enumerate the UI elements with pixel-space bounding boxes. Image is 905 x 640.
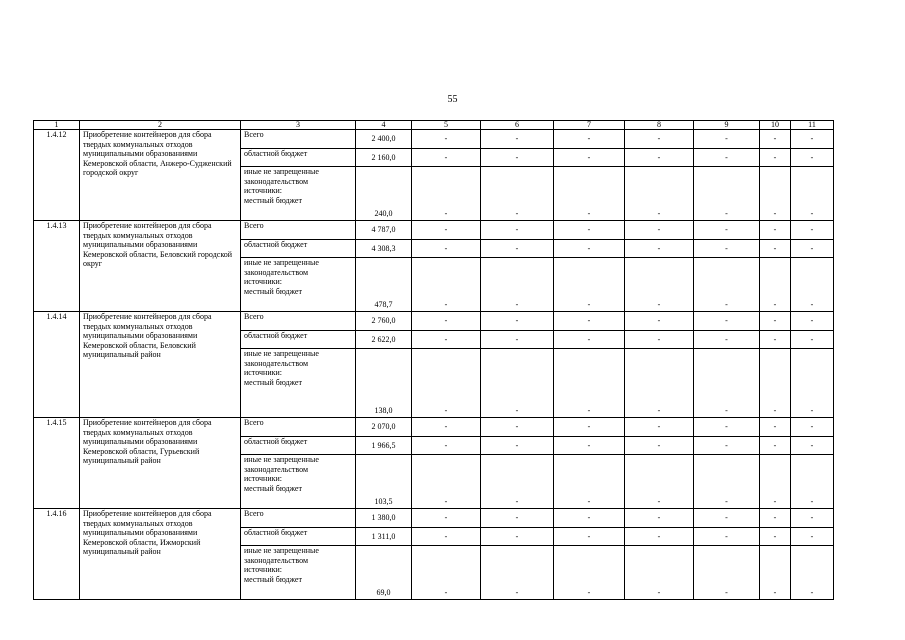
- empty-dash: -: [625, 418, 694, 437]
- item-name: Приобретение контейнеров для сбора твердых коммунальных отходов муниципальными образованиями Кемеровской области, Гурьевский муниципальный район: [80, 418, 241, 509]
- empty-dash: -: [412, 221, 481, 240]
- empty-dash: -: [412, 149, 481, 167]
- empty-dash: -: [760, 167, 791, 221]
- item-code: 1.4.13: [34, 221, 80, 312]
- empty-dash: -: [554, 331, 625, 349]
- empty-dash: -: [554, 258, 625, 312]
- item-code: 1.4.14: [34, 312, 80, 418]
- amount-value: 478,7: [356, 258, 412, 312]
- table-row: [34, 130, 834, 149]
- funding-source: [241, 349, 356, 418]
- empty-dash: -: [625, 130, 694, 149]
- empty-dash: -: [791, 528, 834, 546]
- empty-dash: -: [694, 455, 760, 509]
- column-number-row: [34, 121, 834, 130]
- funding-source: областной бюджет: [241, 331, 356, 349]
- amount-value: 1 380,0: [356, 509, 412, 528]
- funding-source: областной бюджет: [241, 149, 356, 167]
- empty-dash: -: [791, 258, 834, 312]
- empty-dash: -: [554, 509, 625, 528]
- empty-dash: -: [694, 167, 760, 221]
- empty-dash: -: [625, 258, 694, 312]
- funding-source: [241, 455, 356, 509]
- empty-dash: -: [412, 130, 481, 149]
- empty-dash: -: [412, 437, 481, 455]
- table-row: [34, 312, 834, 331]
- empty-dash: -: [554, 546, 625, 600]
- empty-dash: -: [791, 455, 834, 509]
- empty-dash: -: [694, 546, 760, 600]
- empty-dash: -: [554, 130, 625, 149]
- empty-dash: -: [760, 455, 791, 509]
- funding-source-line: источники:: [244, 186, 282, 196]
- funding-source: Всего: [241, 509, 356, 528]
- column-number: 9: [694, 121, 760, 130]
- funding-source-line: иные не запрещенные: [244, 258, 319, 267]
- column-number: 7: [554, 121, 625, 130]
- empty-dash: -: [554, 221, 625, 240]
- funding-source-line: местный бюджет: [244, 286, 302, 296]
- empty-dash: -: [625, 331, 694, 349]
- empty-dash: -: [481, 455, 554, 509]
- empty-dash: -: [791, 331, 834, 349]
- table-row: [34, 221, 834, 240]
- empty-dash: -: [412, 509, 481, 528]
- amount-value: 240,0: [356, 167, 412, 221]
- empty-dash: -: [694, 312, 760, 331]
- amount-value: 4 787,0: [356, 221, 412, 240]
- page-number: 55: [447, 94, 458, 105]
- funding-source-line: законодательством: [244, 358, 309, 368]
- empty-dash: -: [481, 130, 554, 149]
- column-number: 4: [356, 121, 412, 130]
- empty-dash: -: [625, 240, 694, 258]
- empty-dash: -: [625, 455, 694, 509]
- empty-dash: -: [694, 509, 760, 528]
- amount-value: 69,0: [356, 546, 412, 600]
- empty-dash: -: [554, 312, 625, 331]
- column-number: 5: [412, 121, 481, 130]
- empty-dash: -: [760, 349, 791, 418]
- item-name: Приобретение контейнеров для сбора твердых коммунальных отходов муниципальными образованиями Кемеровской области, Анжеро-Судженский городской округ: [80, 130, 241, 221]
- empty-dash: -: [625, 312, 694, 331]
- empty-dash: -: [481, 509, 554, 528]
- funding-source: Всего: [241, 221, 356, 240]
- empty-dash: -: [791, 418, 834, 437]
- funding-source-line: источники:: [244, 277, 282, 287]
- funding-source: [241, 167, 356, 221]
- empty-dash: -: [760, 312, 791, 331]
- empty-dash: -: [554, 167, 625, 221]
- empty-dash: -: [791, 167, 834, 221]
- empty-dash: -: [791, 130, 834, 149]
- funding-source-line: местный бюджет: [244, 483, 302, 493]
- funding-source: [241, 258, 356, 312]
- item-name: Приобретение контейнеров для сбора твердых коммунальных отходов муниципальными образованиями Кемеровской области, Ижморский муниципальный район: [80, 509, 241, 600]
- empty-dash: -: [412, 258, 481, 312]
- empty-dash: -: [760, 130, 791, 149]
- funding-source-line: законодательством: [244, 464, 309, 474]
- empty-dash: -: [554, 437, 625, 455]
- funding-source: [241, 546, 356, 600]
- amount-value: 138,0: [356, 349, 412, 418]
- empty-dash: -: [481, 437, 554, 455]
- empty-dash: -: [791, 149, 834, 167]
- empty-dash: -: [791, 221, 834, 240]
- amount-value: 1 311,0: [356, 528, 412, 546]
- empty-dash: -: [412, 240, 481, 258]
- column-number: 2: [80, 121, 241, 130]
- empty-dash: -: [791, 546, 834, 600]
- amount-value: 2 400,0: [356, 130, 412, 149]
- empty-dash: -: [760, 546, 791, 600]
- empty-dash: -: [412, 455, 481, 509]
- column-number: 3: [241, 121, 356, 130]
- empty-dash: -: [554, 240, 625, 258]
- empty-dash: -: [554, 149, 625, 167]
- empty-dash: -: [694, 437, 760, 455]
- empty-dash: -: [481, 331, 554, 349]
- funding-source-line: законодательством: [244, 555, 309, 565]
- empty-dash: -: [625, 221, 694, 240]
- empty-dash: -: [791, 312, 834, 331]
- empty-dash: -: [694, 240, 760, 258]
- empty-dash: -: [791, 240, 834, 258]
- item-code: 1.4.12: [34, 130, 80, 221]
- empty-dash: -: [791, 509, 834, 528]
- item-code: 1.4.16: [34, 509, 80, 600]
- empty-dash: -: [625, 509, 694, 528]
- empty-dash: -: [412, 528, 481, 546]
- empty-dash: -: [481, 258, 554, 312]
- amount-value: 103,5: [356, 455, 412, 509]
- funding-source-line: источники:: [244, 565, 282, 575]
- funding-source: областной бюджет: [241, 240, 356, 258]
- empty-dash: -: [694, 349, 760, 418]
- empty-dash: -: [412, 312, 481, 331]
- table-row: [34, 509, 834, 528]
- empty-dash: -: [412, 167, 481, 221]
- empty-dash: -: [791, 349, 834, 418]
- empty-dash: -: [481, 149, 554, 167]
- amount-value: 1 966,5: [356, 437, 412, 455]
- empty-dash: -: [760, 418, 791, 437]
- empty-dash: -: [694, 528, 760, 546]
- funding-source: Всего: [241, 130, 356, 149]
- empty-dash: -: [554, 528, 625, 546]
- funding-source-line: законодательством: [244, 267, 309, 277]
- empty-dash: -: [481, 312, 554, 331]
- empty-dash: -: [481, 221, 554, 240]
- empty-dash: -: [760, 509, 791, 528]
- empty-dash: -: [481, 418, 554, 437]
- funding-source-line: иные не запрещенные: [244, 455, 319, 464]
- funding-source-line: местный бюджет: [244, 574, 302, 584]
- empty-dash: -: [625, 546, 694, 600]
- empty-dash: -: [760, 258, 791, 312]
- column-number: 6: [481, 121, 554, 130]
- empty-dash: -: [554, 349, 625, 418]
- empty-dash: -: [481, 240, 554, 258]
- empty-dash: -: [760, 437, 791, 455]
- empty-dash: -: [412, 418, 481, 437]
- amount-value: 2 622,0: [356, 331, 412, 349]
- empty-dash: -: [481, 349, 554, 418]
- funding-source-line: местный бюджет: [244, 377, 302, 387]
- empty-dash: -: [412, 546, 481, 600]
- empty-dash: -: [625, 149, 694, 167]
- amount-value: 2 070,0: [356, 418, 412, 437]
- empty-dash: -: [760, 331, 791, 349]
- amount-value: 2 760,0: [356, 312, 412, 331]
- empty-dash: -: [625, 167, 694, 221]
- empty-dash: -: [625, 349, 694, 418]
- empty-dash: -: [694, 418, 760, 437]
- funding-source: Всего: [241, 312, 356, 331]
- empty-dash: -: [412, 331, 481, 349]
- table-row: [34, 418, 834, 437]
- empty-dash: -: [694, 258, 760, 312]
- item-name: Приобретение контейнеров для сбора твердых коммунальных отходов муниципальными образованиями Кемеровской области, Беловский городской округ: [80, 221, 241, 312]
- funding-source: областной бюджет: [241, 528, 356, 546]
- empty-dash: -: [760, 149, 791, 167]
- column-number: 1: [34, 121, 80, 130]
- empty-dash: -: [694, 149, 760, 167]
- empty-dash: -: [625, 437, 694, 455]
- column-number: 10: [760, 121, 791, 130]
- column-number: 8: [625, 121, 694, 130]
- funding-source: областной бюджет: [241, 437, 356, 455]
- funding-source-line: иные не запрещенные: [244, 349, 319, 358]
- amount-value: 4 308,3: [356, 240, 412, 258]
- empty-dash: -: [694, 130, 760, 149]
- funding-source-line: источники:: [244, 368, 282, 378]
- empty-dash: -: [694, 331, 760, 349]
- funding-source-line: законодательством: [244, 176, 309, 186]
- column-number: 11: [791, 121, 834, 130]
- funding-source-line: местный бюджет: [244, 195, 302, 205]
- funding-source-line: иные не запрещенные: [244, 167, 319, 176]
- funding-source: Всего: [241, 418, 356, 437]
- item-name: Приобретение контейнеров для сбора твердых коммунальных отходов муниципальными образованиями Кемеровской области, Беловский муниципальный район: [80, 312, 241, 418]
- funding-source-line: иные не запрещенные: [244, 546, 319, 555]
- empty-dash: -: [760, 528, 791, 546]
- funding-source-line: источники:: [244, 474, 282, 484]
- item-code: 1.4.15: [34, 418, 80, 509]
- empty-dash: -: [554, 418, 625, 437]
- empty-dash: -: [481, 546, 554, 600]
- empty-dash: -: [760, 221, 791, 240]
- empty-dash: -: [694, 221, 760, 240]
- empty-dash: -: [791, 437, 834, 455]
- empty-dash: -: [481, 167, 554, 221]
- empty-dash: -: [625, 528, 694, 546]
- empty-dash: -: [481, 528, 554, 546]
- budget-table: [33, 120, 834, 600]
- empty-dash: -: [760, 240, 791, 258]
- amount-value: 2 160,0: [356, 149, 412, 167]
- empty-dash: -: [412, 349, 481, 418]
- empty-dash: -: [554, 455, 625, 509]
